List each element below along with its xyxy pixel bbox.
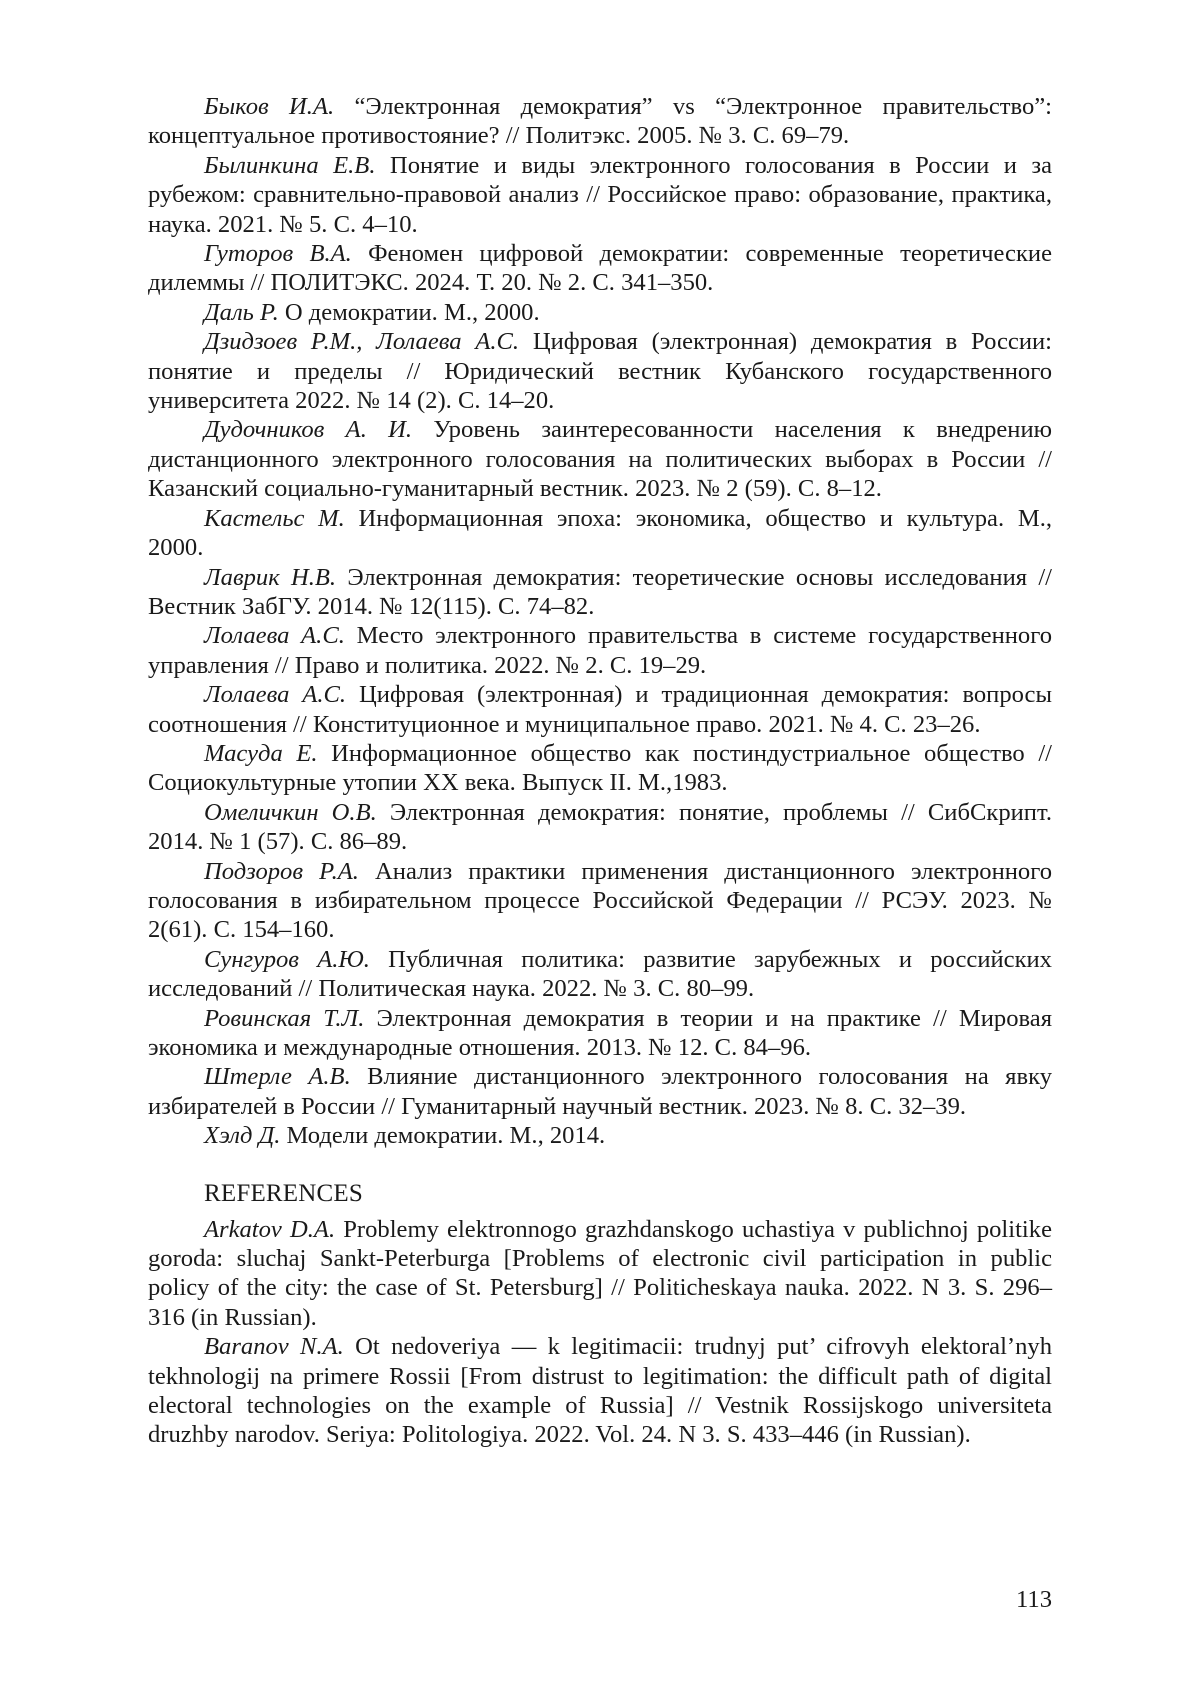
bib-entry [148,857,1052,945]
references-en [148,1215,1052,1450]
entry-author: Дзидзоев Р.М., Лолаева А.С. [204,328,520,356]
entry-text: Ot nedoveriya — k legitimacii: trudnyj put’ cifrovyh elektoral’nyh tekhnologij na primere Rossii [From distrust to legitimation: the difficult path of digital electoral technologies on the example of Russia] // Vestnik Rossijskogo universiteta druzhby narodov. Seriya: Politologiya. 2022. Vol. 24. N 3. S. 433–446 (in Russian). [148,1333,1052,1449]
bib-entry [148,1004,1052,1063]
entry-text: “Электронная демократия” vs “Электронное правительство”: концептуальное противостояние? // Политэкс. 2005. № 3. С. 69–79. [148,93,1053,150]
entry-author: Baranov N.A. [204,1333,344,1361]
entry-author: Быков И.А. [204,93,335,120]
references-heading: REFERENCES [204,1179,363,1207]
bib-entry [148,945,1052,1004]
entry-text: Анализ практики применения дистанционного электронного голосования в избирательном процессе Российской Федерации // РСЭУ. 2023. № 2(61). С. 154–160. [148,857,1052,944]
entry-author: Подзоров Р.А. [204,857,359,885]
entry-author: Сунгуров А.Ю. [204,945,370,973]
page-body [148,92,1052,1450]
entry-text: Модели демократии. М., 2014. [280,1122,606,1150]
entry-author: Лолаева А.С. [204,622,345,650]
entry-author: Дудочников А. И. [204,416,413,444]
bib-entry [148,1121,1052,1150]
bib-entry [148,298,1052,327]
bibliography-ru [148,92,1052,1151]
entry-author: Штерле А.В. [204,1063,351,1091]
entry-author: Ровинская Т.Л. [204,1004,365,1032]
entry-author: Омеличкин О.В. [204,798,377,826]
entry-author: Лаврик Н.В. [204,563,337,591]
entry-author: Кастельс М. [204,504,345,532]
bib-entry [148,563,1052,622]
bib-entry [148,327,1052,415]
entry-author: Былинкина Е.В. [204,151,376,179]
entry-text: Цифровая (электронная) демократия в России: понятие и пределы // Юридический вестник Кубанского государственного университета 2022. № 14 (2). С. 14–20. [148,328,1052,415]
entry-author: Даль Р. [204,298,279,326]
bib-entry [148,621,1052,680]
bib-entry [148,415,1052,503]
bib-entry [148,504,1052,563]
bib-entry [148,239,1052,298]
bib-entry [148,92,1052,151]
entry-text: Problemy elektronnogo grazhdanskogo uchastiya v publichnoj politike goroda: sluchaj Sankt-Peterburga [Problems of electronic civil participation in public policy of the city: the case of St. Petersburg] // Politicheskaya nauka. 2022. N 3. S. 296–316 (in Russian). [148,1215,1052,1331]
entry-text: Феномен цифровой демократии: современные теоретические дилеммы // ПОЛИТЭКС. 2024. Т. 20. № 2. С. 341–350. [148,240,1052,297]
bib-entry [148,680,1052,739]
ref-entry [148,1332,1052,1450]
entry-text: Влияние дистанционного электронного голосования на явку избирателей в России // Гуманитарный научный вестник. 2023. № 8. С. 32–39. [148,1063,1052,1120]
entry-text: Информационная эпоха: экономика, общество и культура. М., 2000. [148,504,1052,562]
bib-entry [148,1062,1052,1121]
entry-text: Понятие и виды электронного голосования в России и за рубежом: сравнительно-правовой анализ // Российское право: образование, практика, наука. 2021. № 5. С. 4–10. [148,151,1052,238]
bib-entry [148,739,1052,798]
entry-author: Масуда Е. [204,739,318,767]
entry-text: Цифровая (электронная) и традиционная демократия: вопросы соотношения // Конституционное и муниципальное право. 2021. № 4. С. 23–26. [148,681,1052,738]
ref-entry [148,1215,1052,1333]
entry-author: Хэлд Д. [204,1122,281,1150]
entry-text: Публичная политика: развитие зарубежных и российских исследований // Политическая наука. 2022. № 3. С. 80–99. [148,945,1052,1003]
entry-author: Лолаева А.С. [204,681,347,709]
bib-entry [148,151,1052,239]
bib-entry [148,798,1052,857]
entry-text: Место электронного правительства в системе государственного управления // Право и политика. 2022. № 2. С. 19–29. [148,622,1052,679]
entry-text: Информационное общество как постиндустриальное общество // Социокультурные утопии ХХ века. Выпуск II. М.,1983. [148,739,1052,797]
entry-text: Уровень заинтересованности населения к внедрению дистанционного электронного голосования на политических выборах в России // Казанский социально-гуманитарный вестник. 2023. № 2 (59). С. 8–12. [148,416,1052,503]
entry-author: Arkatov D.A. [204,1215,336,1243]
entry-text: Электронная демократия в теории и на практике // Мировая экономика и международные отношения. 2013. № 12. С. 84–96. [148,1004,1053,1061]
page-number: 113 [1016,1586,1052,1613]
entry-text: Электронная демократия: теоретические основы исследования // Вестник ЗабГУ. 2014. № 12(115). С. 74–82. [148,563,1052,620]
entry-author: Гуторов В.А. [204,240,352,268]
entry-text: О демократии. М., 2000. [278,298,540,326]
entry-text: Электронная демократия: понятие, проблемы // СибСкрипт. 2014. № 1 (57). С. 86–89. [148,798,1052,856]
